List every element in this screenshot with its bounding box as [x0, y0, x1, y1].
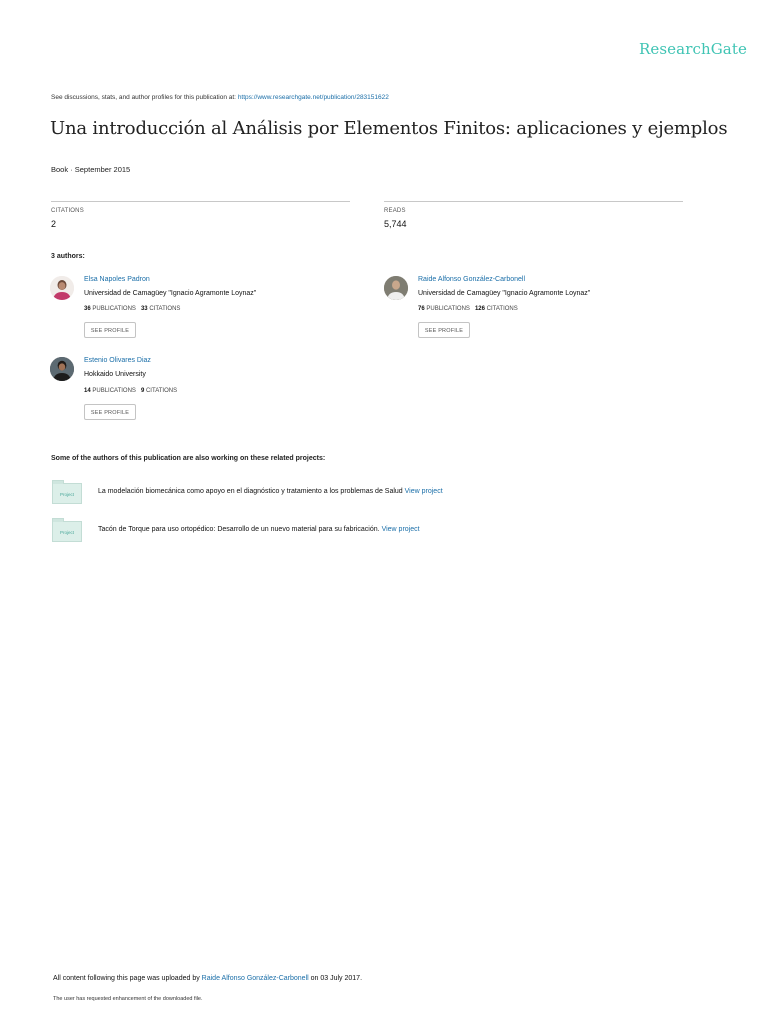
upload-prefix: All content following this page was uploaded by — [53, 975, 200, 982]
avatar[interactable] — [384, 276, 408, 300]
see-profile-button[interactable]: SEE PROFILE — [84, 404, 136, 420]
author-stats — [84, 388, 177, 394]
author-publications-count: 36 — [84, 306, 91, 312]
project-icon-label: Project — [59, 530, 74, 535]
project-icon-label: Project — [59, 492, 74, 497]
author-citations-count: 126 — [474, 306, 485, 312]
avatar[interactable] — [50, 357, 74, 381]
uploader-link[interactable]: Raide Alfonso González-Carbonell — [201, 975, 309, 982]
author-institution: Hokkaido University — [84, 371, 146, 378]
citations-label: CITATIONS — [51, 208, 84, 214]
view-project-link[interactable]: View project — [381, 526, 420, 533]
author-citations-count: 33 — [140, 306, 148, 312]
author-citations-label: CITATIONS — [149, 306, 181, 312]
publication-type-date: Book · September 2015 — [51, 165, 131, 174]
project-item — [98, 526, 420, 533]
project-item — [98, 488, 443, 495]
citations-divider — [51, 201, 350, 202]
authors-heading: 3 authors: — [51, 253, 85, 260]
author-publications-count: 76 — [418, 306, 425, 312]
author-publications-label: PUBLICATIONS — [92, 388, 136, 394]
author-institution: Universidad de Camagüey "Ignacio Agramonte Loynaz" — [418, 290, 591, 297]
researchgate-logo[interactable]: ResearchGate — [639, 40, 747, 58]
projects-heading: Some of the authors of this publication are also working on these related projects: — [51, 455, 326, 462]
author-publications-label: PUBLICATIONS — [426, 306, 470, 312]
author-citations-label: CITATIONS — [145, 388, 178, 394]
upload-suffix: on 03 July 2017. — [310, 975, 363, 982]
avatar[interactable] — [50, 276, 74, 300]
publication-url-link[interactable]: https://www.researchgate.net/publication/283151622 — [237, 94, 389, 101]
reads-value: 5,744 — [384, 219, 407, 229]
project-text: La modelación biomecánica como apoyo en el diagnóstico y tratamiento a los problemas de Salud — [98, 488, 403, 495]
publication-title: Una introducción al Análisis por Elementos Finitos: aplicaciones y ejemplos — [50, 118, 728, 139]
author-name-link[interactable]: Estenio Olivares Diaz — [84, 357, 151, 364]
author-stats — [84, 306, 180, 312]
discussion-text: See discussions, stats, and author profiles for this publication at: — [51, 94, 236, 101]
project-folder-icon — [52, 521, 82, 542]
project-text: Tacón de Torque para uso ortopédico: Desarrollo de un nuevo material para su fabricación. — [98, 526, 380, 533]
discussion-line — [51, 94, 389, 101]
reads-label: READS — [384, 208, 406, 214]
citations-value: 2 — [51, 219, 57, 229]
see-profile-button[interactable]: SEE PROFILE — [84, 322, 136, 338]
author-publications-count: 14 — [84, 388, 91, 394]
see-profile-button[interactable]: SEE PROFILE — [418, 322, 470, 338]
upload-info — [53, 975, 362, 982]
reads-divider — [384, 201, 683, 202]
author-institution: Universidad de Camagüey "Ignacio Agramonte Loynaz" — [84, 290, 257, 297]
project-folder-icon — [52, 483, 82, 504]
author-photo-icon — [50, 276, 74, 300]
author-publications-label: PUBLICATIONS — [92, 306, 136, 312]
author-stats — [418, 306, 518, 312]
author-name-link[interactable]: Raide Alfonso González-Carbonell — [418, 276, 526, 283]
view-project-link[interactable]: View project — [404, 488, 443, 495]
author-name-link[interactable]: Elsa Napoles Padron — [84, 276, 150, 283]
author-citations-label: CITATIONS — [486, 306, 518, 312]
author-citations-count: 9 — [140, 388, 145, 394]
author-photo-icon — [384, 276, 408, 300]
enhancement-note: The user has requested enhancement of the downloaded file. — [53, 996, 203, 1002]
author-photo-icon — [50, 357, 74, 381]
